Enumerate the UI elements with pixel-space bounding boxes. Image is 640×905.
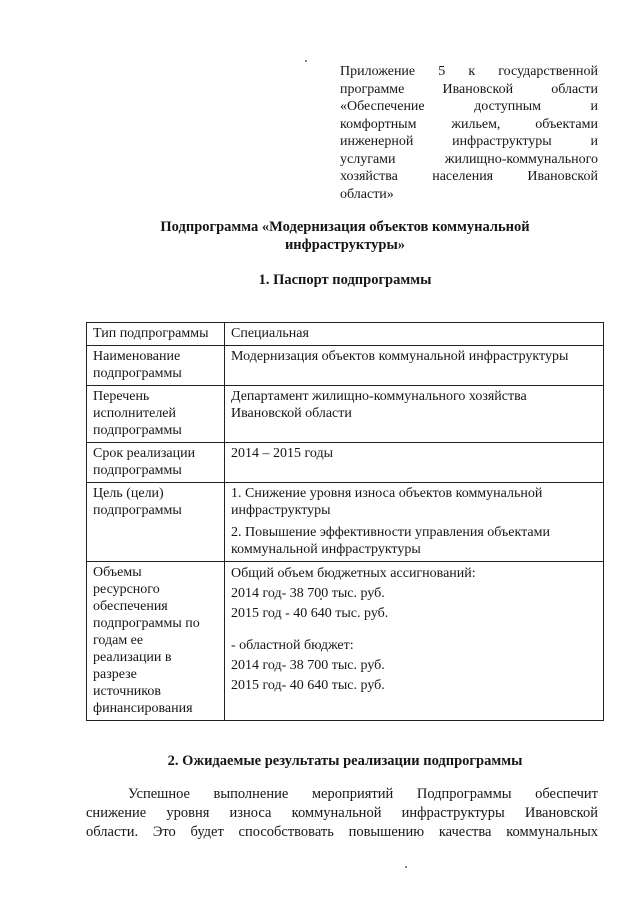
row-value: 2014 – 2015 годы: [225, 443, 604, 483]
results-paragraph: [86, 785, 598, 842]
appendix-line: «Обеспечение доступным и: [340, 99, 598, 114]
appendix-line: области»: [340, 186, 394, 202]
paragraph-line: снижение уровня износа коммунальной инфраструктуры Ивановской: [86, 805, 598, 821]
table-row: [87, 386, 604, 443]
scan-speck: [305, 60, 307, 62]
row-label: Срок реализации подпрограммы: [87, 443, 225, 483]
paragraph-line: Успешное выполнение мероприятий Подпрограммы обеспечит: [128, 786, 598, 802]
appendix-note: [340, 63, 598, 203]
row-value: Общий объем бюджетных ассигнований: 2014 год- 38 700 тыс. руб. 2015 год - 40 640 тыс. руб. - областной бюджет: 2014 год- 38 700 тыс. руб. 2015 год- 40 640 тыс. руб.: [225, 562, 604, 721]
results-heading: 2. Ожидаемые результаты реализации подпрограммы: [167, 753, 523, 769]
subprogram-title-line: Подпрограмма «Модернизация объектов коммунальной: [160, 219, 530, 235]
appendix-line: инженерной инфраструктуры и: [340, 134, 598, 149]
scan-speck: [405, 866, 407, 868]
appendix-line: Приложение 5 к государственной: [340, 64, 598, 79]
paragraph-line: области. Это будет способствовать повышению качества коммунальных: [86, 824, 598, 840]
subprogram-title-line: инфраструктуры»: [284, 237, 406, 253]
table-row: [87, 346, 604, 386]
appendix-line: комфортным жильем, объектами: [340, 116, 598, 132]
row-label: Перечень исполнителей подпрограммы: [87, 386, 225, 443]
table-row: [87, 443, 604, 483]
subprogram-title: [120, 218, 570, 254]
row-value: 1. Снижение уровня износа объектов коммунальной инфраструктуры 2. Повышение эффективности управления объектами коммунальной инфраструктуры: [225, 483, 604, 562]
passport-heading: 1. Паспорт подпрограммы: [258, 272, 432, 288]
passport-table: [86, 322, 604, 721]
appendix-line: хозяйства населения Ивановской: [340, 169, 598, 184]
appendix-line: услугами жилищно-коммунального: [340, 151, 598, 167]
row-label: Цель (цели) подпрограммы: [87, 483, 225, 562]
row-value: Департамент жилищно-коммунального хозяйства Ивановской области: [225, 386, 604, 443]
row-value: Специальная: [225, 323, 604, 346]
table-row: [87, 483, 604, 562]
table-row: [87, 562, 604, 721]
row-label: Тип подпрограммы: [87, 323, 225, 346]
row-label: Объемы ресурсного обеспечения подпрограммы по годам ее реализации в разрезе источников финансирования: [87, 562, 225, 721]
row-label: Наименование подпрограммы: [87, 346, 225, 386]
row-value: Модернизация объектов коммунальной инфраструктуры: [225, 346, 604, 386]
table-row: [87, 323, 604, 346]
appendix-line: программе Ивановской области: [340, 81, 598, 97]
